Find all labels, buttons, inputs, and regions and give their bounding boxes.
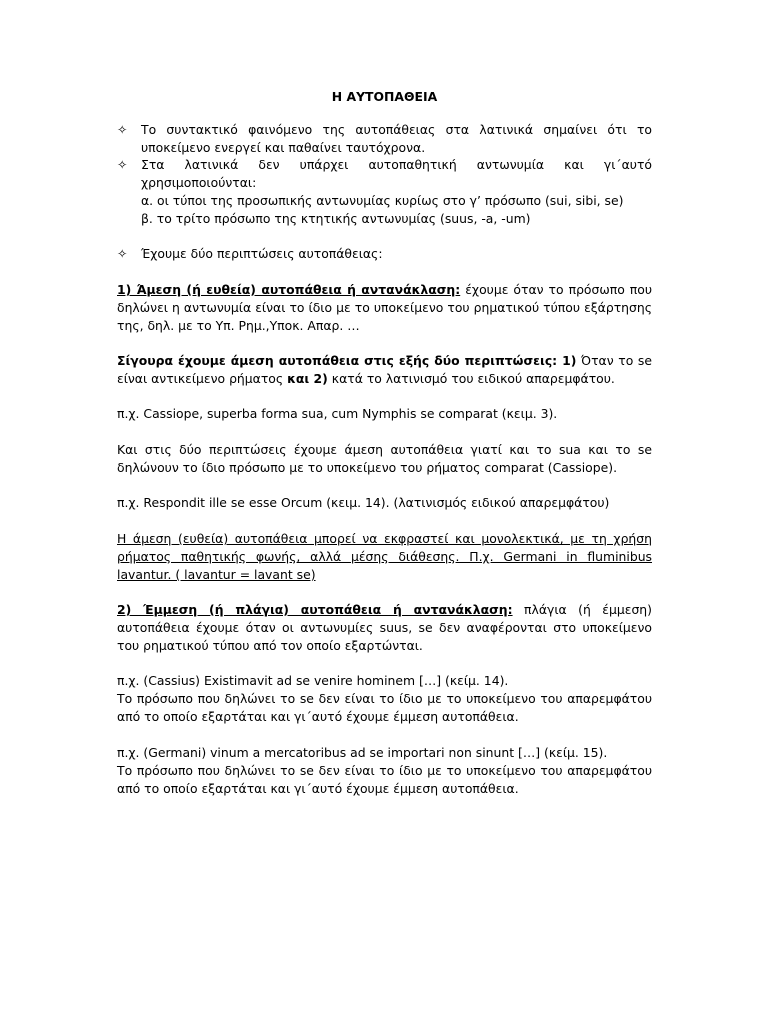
diamond-bullet-icon: ✧ — [117, 157, 128, 172]
certain-cases-paragraph: Σίγουρα έχουμε άμεση αυτοπάθεια στις εξής δύο περιπτώσεις: 1) Όταν το se είναι αντικείμενο ρήματος και 2) κατά το λατινισμό του ειδικού απαρεμφάτου. — [117, 353, 652, 386]
section-direct-reflexivity — [117, 281, 652, 335]
explanation-paragraph: Το πρόσωπο που δηλώνει το se δεν είναι το ίδιο με το υποκείμενο του απαρεμφάτου από το οποίο εξαρτάται και γι΄αυτό έχουμε έμμεση αυτοπάθεια. — [117, 691, 652, 724]
section-text: έχουμε όταν το πρόσωπο που δηλώνει η αντωνυμία είναι το ίδιο με το υποκείμενο του ρηματικού τύπου εξάρτησης της, δηλ. με το Υπ. Ρημ.,Υποκ. Απαρ. … — [117, 282, 653, 333]
diamond-bullet-icon: ✧ — [117, 246, 128, 261]
sub-item-a: α. οι τύποι της προσωπικής αντωνυμίας κυρίως στο γ’ πρόσωπο (sui, sibi, se) — [141, 193, 624, 208]
document-title: Η ΑΥΤΟΠΑΘΕΙΑ — [331, 89, 438, 104]
explanation-paragraph: Και στις δύο περιπτώσεις έχουμε άμεση αυτοπάθεια γιατί και το sua και το se δηλώνουν το ίδιο πρόσωπο με το υποκείμενο του ρήματος comparat (Cassiope). — [117, 442, 652, 475]
example-paragraph: π.χ. (Cassius) Existimavit ad se venire hominem […] (κείμ. 14). — [117, 673, 509, 688]
section-text: πλάγια (ή έμμεση) αυτοπάθεια έχουμε όταν οι αντωνυμίες suus, se δεν αναφέρονται στο υποκείμενο του ρηματικού τύπου από τον οποίο εξαρτώνται. — [117, 602, 652, 653]
explanation-paragraph: Το πρόσωπο που δηλώνει το se δεν είναι το ίδιο με το υποκείμενο του απαρεμφάτου από το οποίο εξαρτάται και γι΄αυτό έχουμε έμμεση αυτοπάθεια. — [117, 763, 652, 796]
section-indirect-reflexivity — [117, 601, 652, 655]
diamond-bullet-icon: ✧ — [117, 122, 128, 137]
example-paragraph: π.χ. Respondit ille se esse Orcum (κειμ. 14). (λατινισμός ειδικού απαρεμφάτου) — [117, 495, 610, 510]
sub-item-b: β. το τρίτο πρόσωπο της κτητικής αντωνυμίας (suus, -a, -um) — [141, 211, 531, 226]
example-paragraph: π.χ. (Germani) vinum a mercatoribus ad se importari non sinunt […] (κείμ. 15). — [117, 745, 608, 760]
section-heading: 2) Έμμεση (ή πλάγια) αυτοπάθεια ή αντανάκλαση: — [117, 602, 513, 617]
underlined-note: Η άμεση (ευθεία) αυτοπάθεια μπορεί να εκφραστεί και μονολεκτικά, με τη χρήση ρήματος παθητικής φωνής, αλλά μέσης διάθεσης. Π.χ. Germani in fluminibus lavantur. ( lavantur = lavant se) — [117, 531, 652, 582]
bullet-text: Στα λατινικά δεν υπάρχει αυτοπαθητική αντωνυμία και γι΄αυτό χρησιμοποιούνται: — [141, 157, 652, 190]
section-heading: 1) Άμεση (ή ευθεία) αυτοπάθεια ή αντανάκλαση: — [117, 282, 461, 297]
example-paragraph: π.χ. Cassiope, superba forma sua, cum Nymphis se comparat (κειμ. 3). — [117, 406, 558, 421]
bullet-text: Έχουμε δύο περιπτώσεις αυτοπάθειας: — [141, 246, 383, 261]
bullet-text: Το συντακτικό φαινόμενο της αυτοπάθειας στα λατινικά σημαίνει ότι το υποκείμενο ενεργεί και παθαίνει ταυτόχρονα. — [141, 122, 652, 155]
